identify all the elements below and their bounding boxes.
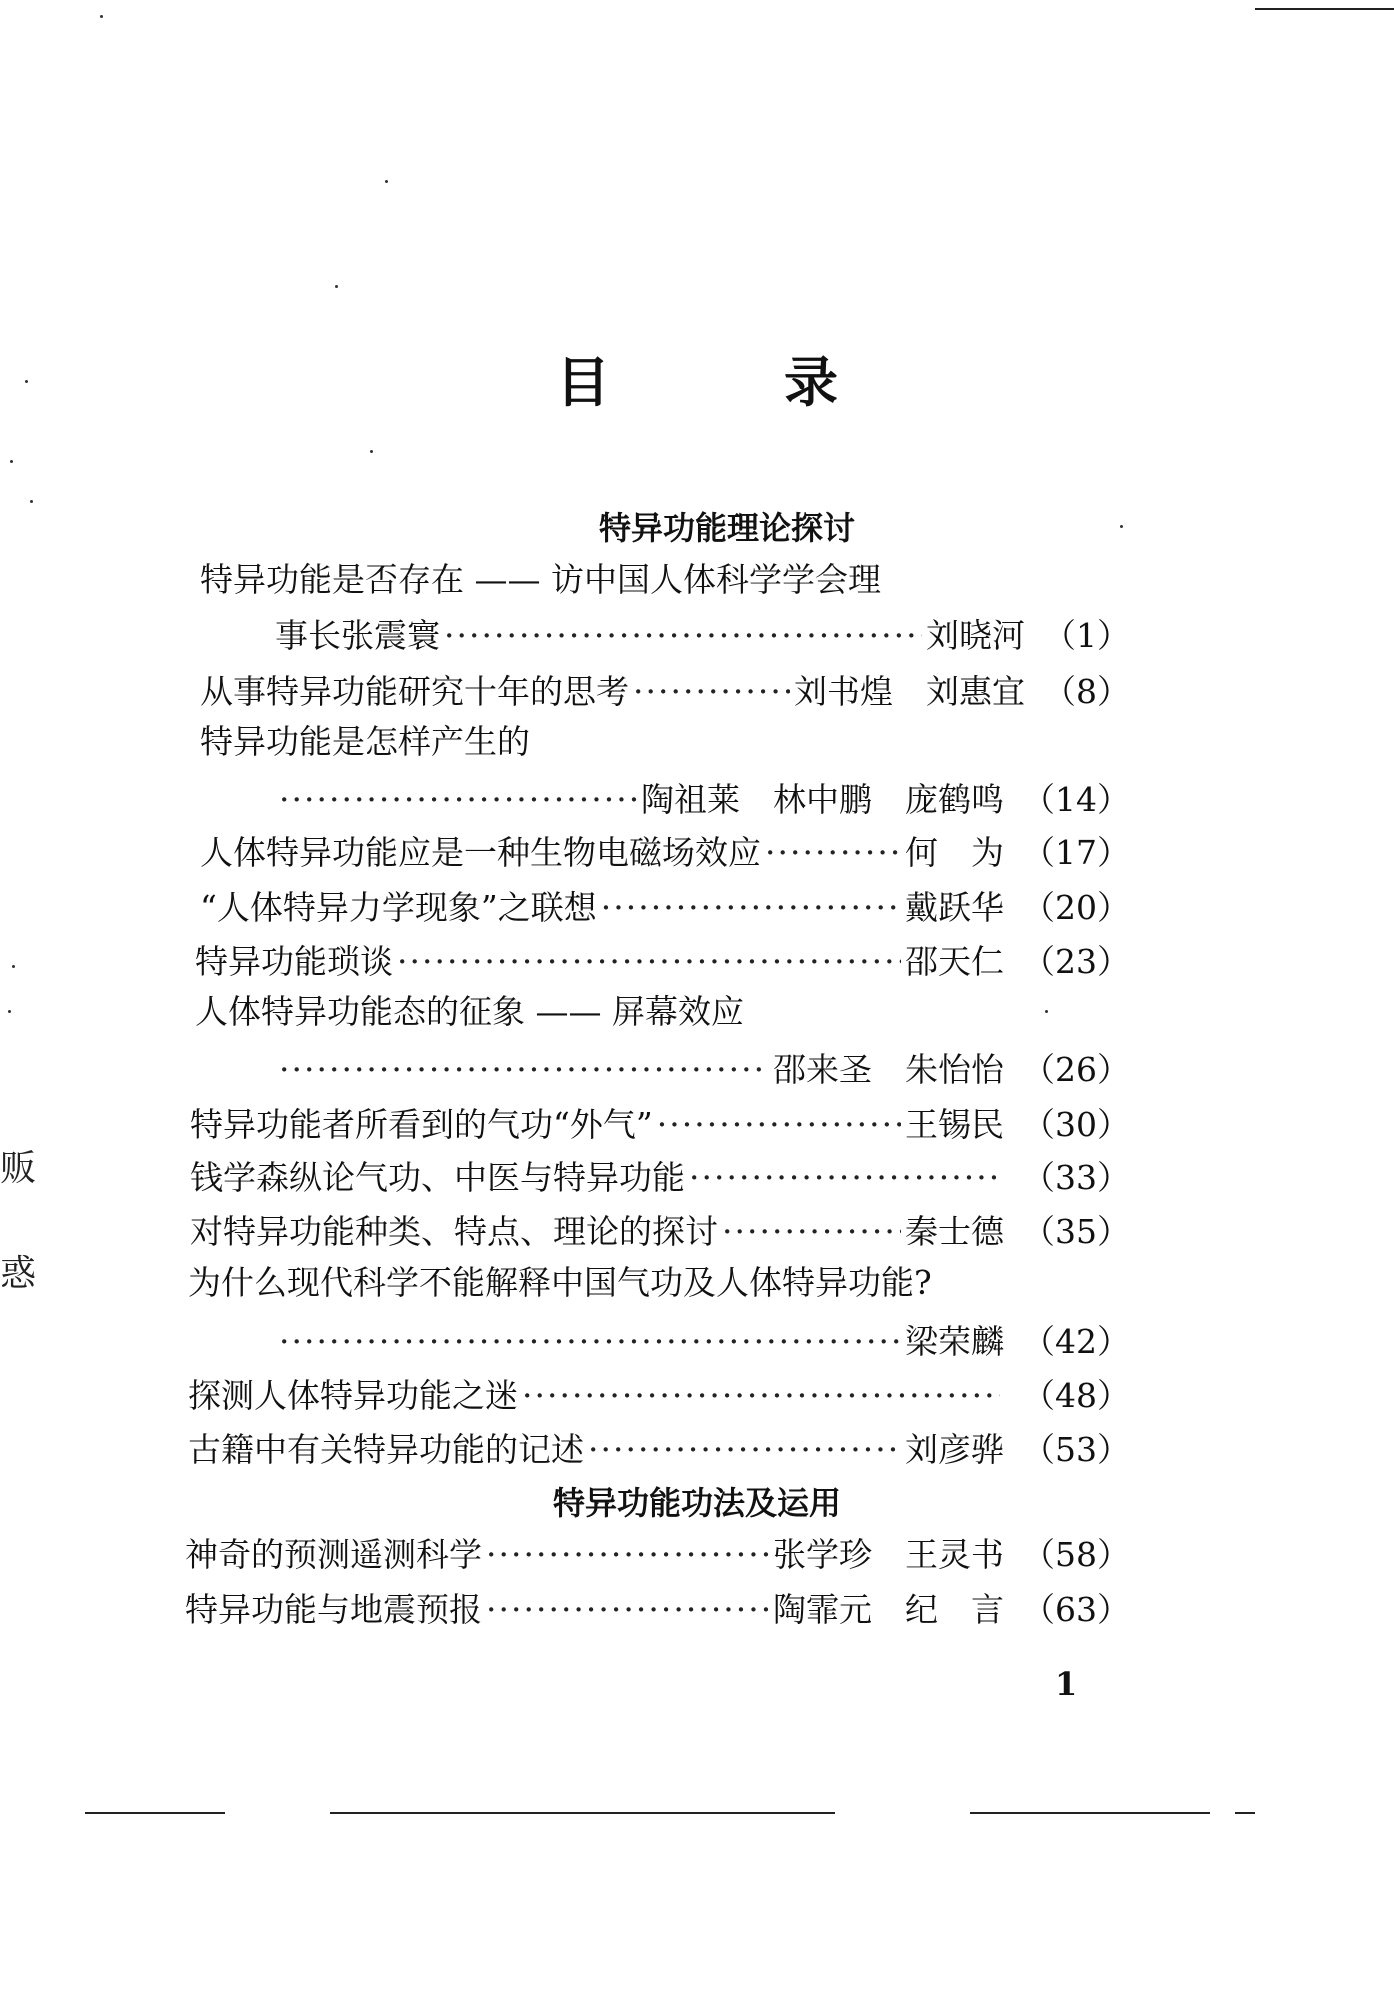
toc-entry-page: （20）: [1022, 888, 1130, 927]
scan-speck: [335, 285, 338, 288]
toc-entry-authors: 何 为: [905, 833, 1004, 872]
dot-leader: [397, 942, 901, 982]
toc-entry-10: [190, 1212, 1130, 1252]
toc-entry-9: [190, 1158, 1130, 1198]
toc-entry-14: [185, 1535, 1130, 1575]
toc-entry-title: 古籍中有关特异功能的记述: [188, 1430, 584, 1469]
toc-entry-page: （48）: [1022, 1376, 1130, 1415]
toc-entry-title: “人体特异力学现象”之联想: [200, 888, 597, 927]
dot-leader: [279, 780, 637, 820]
scan-speck: [100, 15, 103, 18]
toc-entry-2: [200, 672, 1130, 712]
toc-entry-authors: 张学珍 王灵书: [773, 1535, 1004, 1574]
scan-rule-bottom-3: [970, 1812, 1210, 1814]
scan-speck: [8, 1010, 11, 1013]
scan-rule-bottom-2: [330, 1812, 835, 1814]
scan-speck: [1120, 525, 1123, 528]
toc-entry-authors: 王锡民: [905, 1105, 1004, 1144]
toc-entry-6: [195, 942, 1130, 982]
toc-entry-7: [275, 1050, 1130, 1090]
dot-leader: [444, 616, 922, 656]
dot-leader: [689, 1158, 1000, 1198]
scan-speck: [385, 180, 388, 183]
toc-entry-authors: 陶霏元 纪 言: [773, 1590, 1004, 1629]
toc-entry-authors: 秦士德: [905, 1212, 1004, 1251]
toc-entry-authors: 梁荣麟: [905, 1322, 1004, 1361]
scan-speck: [370, 450, 373, 453]
toc-entry-title: 特异功能者所看到的气功“外气”: [190, 1105, 653, 1144]
toc-entry-11: [275, 1322, 1130, 1362]
dot-leader: [279, 1322, 901, 1362]
scan-speck: [25, 380, 28, 383]
scan-speck: [1045, 1010, 1048, 1013]
toc-entry-authors: 刘晓河: [926, 616, 1025, 655]
section-heading-methods: 特异功能功法及运用: [552, 1484, 841, 1522]
toc-entry-page: （8）: [1043, 672, 1130, 711]
scan-rule-bottom-4: [1235, 1812, 1255, 1814]
toc-entry-12: [188, 1376, 1130, 1416]
scan-speck: [30, 500, 33, 503]
toc-entry-page: （26）: [1022, 1050, 1130, 1089]
dot-leader: [279, 1050, 769, 1090]
toc-entry-title: 从事特异功能研究十年的思考: [200, 672, 629, 711]
toc-entry-title: 特异功能与地震预报: [185, 1590, 482, 1629]
dot-leader: [722, 1212, 901, 1252]
dot-leader: [522, 1376, 1000, 1416]
dot-leader: [588, 1430, 901, 1470]
toc-entry-page: （63）: [1022, 1590, 1130, 1629]
toc-entry-title: 特异功能琐谈: [195, 942, 393, 981]
scan-speck: [12, 965, 15, 968]
toc-entry-authors: 陶祖莱 林中鹏 庞鹤鸣: [641, 780, 1004, 819]
toc-entry-page: （33）: [1022, 1158, 1130, 1197]
toc-entry-page: （30）: [1022, 1105, 1130, 1144]
toc-entry-page: （23）: [1022, 942, 1130, 981]
toc-entry-title: 人体特异功能应是一种生物电磁场效应: [200, 833, 761, 872]
toc-entry-3: [275, 780, 1130, 820]
toc-entry-1-line-1: 特异功能是否存在 —— 访中国人体科学学会理: [200, 560, 881, 599]
dot-leader: [765, 833, 901, 873]
toc-entry-authors: 戴跃华: [905, 888, 1004, 927]
toc-entry-title: 钱学森纵论气功、中医与特异功能: [190, 1158, 685, 1197]
margin-char-2: 惑: [0, 1253, 37, 1294]
scan-speck: [10, 460, 13, 463]
toc-entry-title: 对特异功能种类、特点、理论的探讨: [190, 1212, 718, 1251]
toc-entry-title: 神奇的预测遥测科学: [185, 1535, 482, 1574]
dot-leader: [657, 1105, 901, 1145]
toc-entry-authors: 刘彦骅: [905, 1430, 1004, 1469]
toc-entry-15: [185, 1590, 1130, 1630]
toc-entry-7-line-1: 人体特异功能态的征象 —— 屏幕效应: [195, 992, 744, 1031]
toc-entry-authors: 邵天仁: [905, 942, 1004, 981]
margin-char-1: 贩: [0, 1148, 37, 1189]
section-heading-theory: 特异功能理论探讨: [598, 509, 855, 547]
dot-leader: [601, 888, 901, 928]
toc-entry-13: [188, 1430, 1130, 1470]
dot-leader: [633, 672, 790, 712]
page-title: 目 录: [556, 350, 898, 414]
toc-entry-page: （14）: [1022, 780, 1130, 819]
toc-entry-authors: 刘书煌 刘惠宜: [794, 672, 1025, 711]
toc-entry-4: [200, 833, 1130, 873]
toc-entry-authors: 邵来圣 朱怡怡: [773, 1050, 1004, 1089]
toc-entry-3-line-1: 特异功能是怎样产生的: [200, 722, 530, 761]
toc-entry-page: （35）: [1022, 1212, 1130, 1251]
toc-entry-page: （53）: [1022, 1430, 1130, 1469]
dot-leader: [486, 1535, 769, 1575]
toc-entry-title: 探测人体特异功能之迷: [188, 1376, 518, 1415]
toc-entry-5: [200, 888, 1130, 928]
page-number: 1: [1055, 1665, 1078, 1703]
dot-leader: [486, 1590, 769, 1630]
toc-entry-page: （42）: [1022, 1322, 1130, 1361]
toc-entry-page: （1）: [1043, 616, 1130, 655]
toc-entry-11-line-1: 为什么现代科学不能解释中国气功及人体特异功能?: [188, 1263, 932, 1302]
toc-entry-1: [275, 616, 1130, 656]
scan-rule-top: [1255, 8, 1394, 10]
toc-entry-page: （58）: [1022, 1535, 1130, 1574]
toc-entry-page: （17）: [1022, 833, 1130, 872]
scan-rule-bottom-1: [85, 1812, 225, 1814]
toc-entry-title: 事长张震寰: [275, 616, 440, 655]
toc-entry-8: [190, 1105, 1130, 1145]
